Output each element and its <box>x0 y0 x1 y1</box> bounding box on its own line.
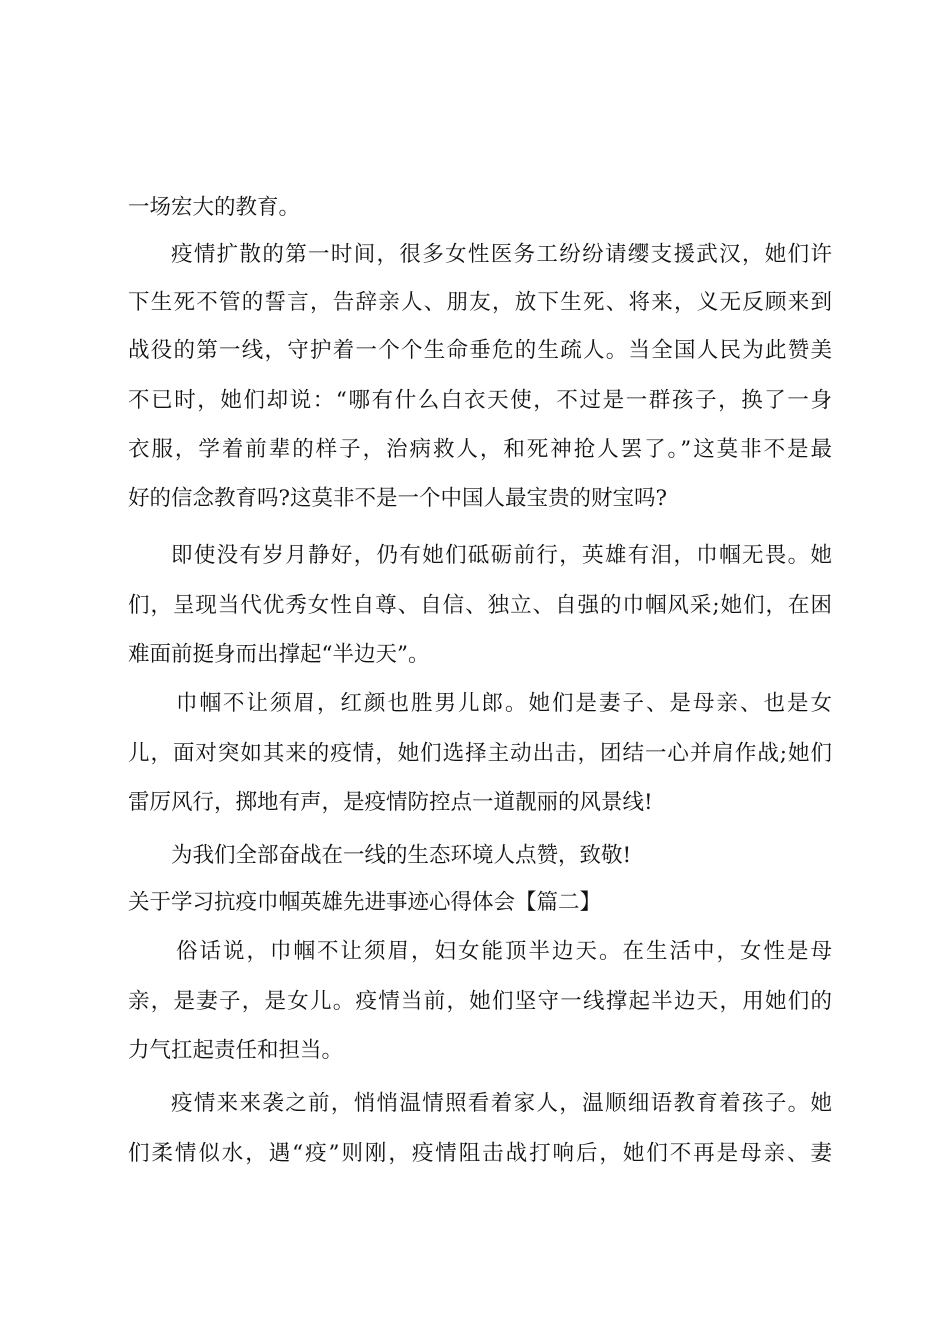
text-line-16: 俗话说，巾帼不让须眉，妇女能顶半边天。在生活中，女性是母 <box>176 939 832 964</box>
text-line-8: 即使没有岁月静好，仍有她们砥砺前行，英雄有泪，巾帼无畏。她 <box>171 543 832 568</box>
text-line-5: 不已时，她们却说：“哪有什么白衣天使，不过是一群孩子，换了一身 <box>128 388 832 413</box>
text-line-7: 好的信念教育吗?这莫非不是一个中国人最宝贵的财宝吗? <box>128 486 668 511</box>
text-line-13: 雷厉风行，掷地有声，是疫情防控点一道靓丽的风景线! <box>128 790 653 815</box>
text-line-9: 们，呈现当代优秀女性自尊、自信、独立、自强的巾帼风采;她们，在困 <box>128 593 832 618</box>
text-line-6: 衣服，学着前辈的样子，治病救人，和死神抢人罢了。”这莫非不是最 <box>128 437 832 462</box>
text-line-12: 儿，面对突如其来的疫情，她们选择主动出击，团结一心并肩作战;她们 <box>128 741 832 766</box>
text-line-1: 一场宏大的教育。 <box>128 195 301 220</box>
text-line-19: 疫情来来袭之前，悄悄温情照看着家人，温顺细语教育着孩子。她 <box>171 1091 832 1116</box>
section-heading: 关于学习抗疫巾帼英雄先进事迹心得体会【篇二】 <box>128 890 602 915</box>
text-line-20: 们柔情似水，遇“疫”则刚，疫情阻击战打响后，她们不再是母亲、妻 <box>128 1141 832 1166</box>
text-line-3: 下生死不管的誓言，告辞亲人、朋友，放下生死、将来，义无反顾来到 <box>128 290 832 315</box>
text-line-4: 战役的第一线，守护着一个个生命垂危的生疏人。当全国人民为此赞美 <box>128 338 832 363</box>
text-line-2: 疫情扩散的第一时间，很多女性医务工纷纷请缨支援武汉，她们许 <box>171 242 832 267</box>
text-line-18: 力气扛起责任和担当。 <box>128 1038 344 1063</box>
text-line-14: 为我们全部奋战在一线的生态环境人点赞，致敬! <box>171 843 632 868</box>
text-line-10: 难面前挺身而出撑起“半边天”。 <box>128 642 430 667</box>
text-line-17: 亲，是妻子，是女儿。疫情当前，她们坚守一线撑起半边天，用她们的 <box>128 989 832 1014</box>
text-line-11: 巾帼不让须眉，红颜也胜男儿郎。她们是妻子、是母亲、也是女 <box>176 691 832 716</box>
